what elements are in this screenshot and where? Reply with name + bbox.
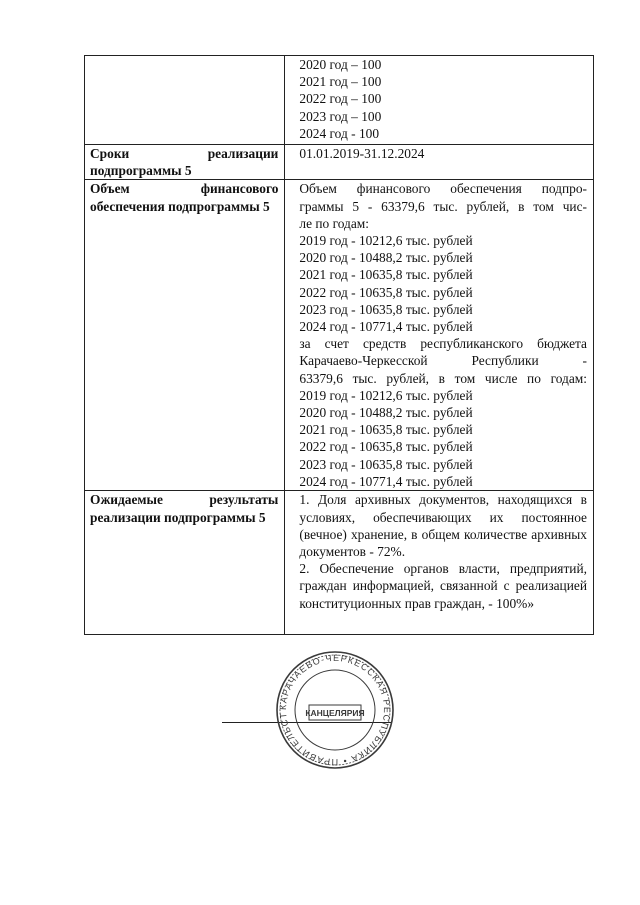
indicator-line: 2020 год – 100: [299, 57, 382, 72]
seal-ring-text: КАРАЧАЕВО-ЧЕРКЕССКАЯ РЕСПУБЛИКА • ПРАВИТЕЛЬСТ: [277, 652, 393, 768]
finance-year-line: 2022 год - 10635,8 тыс. рублей: [299, 439, 473, 455]
terms-label: Сроки реализации подпрограммы 5: [85, 145, 285, 180]
finance-year-line: 2022 год - 10635,8 тыс. рублей: [299, 284, 473, 300]
finance-year-line: 2024 год - 10771,4 тыс. рублей: [299, 319, 473, 335]
finance-intro-line: граммы 5 - 63379,6 тыс. рублей, в том чис-: [299, 198, 587, 214]
results-value-cell: [285, 491, 594, 635]
indicator-line: 2021 год – 100: [299, 74, 382, 90]
table-row-results: [85, 491, 594, 635]
result-item-1: 1. Доля архивных документов, находящихся в условиях, обеспечивающих их постоянное (вечное) хранение, в общем количестве архивных документов - 72%.: [299, 492, 587, 560]
row-label: [85, 56, 285, 145]
finance-year-line: 2023 год - 10635,8 тыс. рублей: [299, 456, 473, 472]
table-row-finance: [85, 180, 594, 491]
indicator-line: 2023 год – 100: [299, 108, 382, 124]
finance-year-line: 2021 год - 10635,8 тыс. рублей: [299, 422, 473, 438]
seal-graphic: [274, 649, 396, 771]
finance-year-line: 2024 год - 10771,4 тыс. рублей: [299, 473, 473, 489]
finance-year-line: 2019 год - 10212,6 тыс. рублей: [299, 233, 473, 249]
terms-value: 01.01.2019-31.12.2024: [285, 145, 594, 180]
finance-source-line: за счет средств республиканского бюджета: [299, 336, 587, 352]
result-item-2: 2. Обеспечение органов власти, предприятий, граждан информацией, связанной с реализацией конституционных прав граждан, - 100%»: [299, 561, 587, 611]
finance-year-line: 2019 год - 10212,6 тыс. рублей: [299, 387, 473, 403]
finance-source-line: Карачаево-Черкесской Республики -: [299, 353, 587, 369]
table-row-terms: [85, 145, 594, 180]
finance-intro-line: ле по годам:: [299, 215, 369, 231]
finance-label: Объем финансового обеспечения подпрограммы 5: [85, 180, 285, 491]
finance-year-line: 2023 год - 10635,8 тыс. рублей: [299, 301, 473, 317]
indicator-values-cell: [285, 56, 594, 145]
indicator-line: 2024 год - 100: [299, 125, 380, 141]
results-label: Ожидаемые результаты реализации подпрограммы 5: [85, 491, 285, 635]
finance-intro-line: Объем финансового обеспечения подпро-: [299, 181, 587, 197]
seal-center-text: КАНЦЕЛЯРИЯ: [305, 708, 365, 718]
office-seal: [274, 649, 396, 771]
finance-year-line: 2020 год - 10488,2 тыс. рублей: [299, 250, 473, 266]
indicator-line: 2022 год – 100: [299, 91, 382, 107]
table-row-indicator-values: [85, 56, 594, 145]
finance-year-line: 2020 год - 10488,2 тыс. рублей: [299, 405, 473, 421]
subprogram-passport-table: [84, 55, 594, 635]
finance-year-line: 2021 год - 10635,8 тыс. рублей: [299, 267, 473, 283]
finance-value-cell: [285, 180, 594, 491]
finance-source-line: 63379,6 тыс. рублей, в том числе по годам:: [299, 370, 587, 386]
